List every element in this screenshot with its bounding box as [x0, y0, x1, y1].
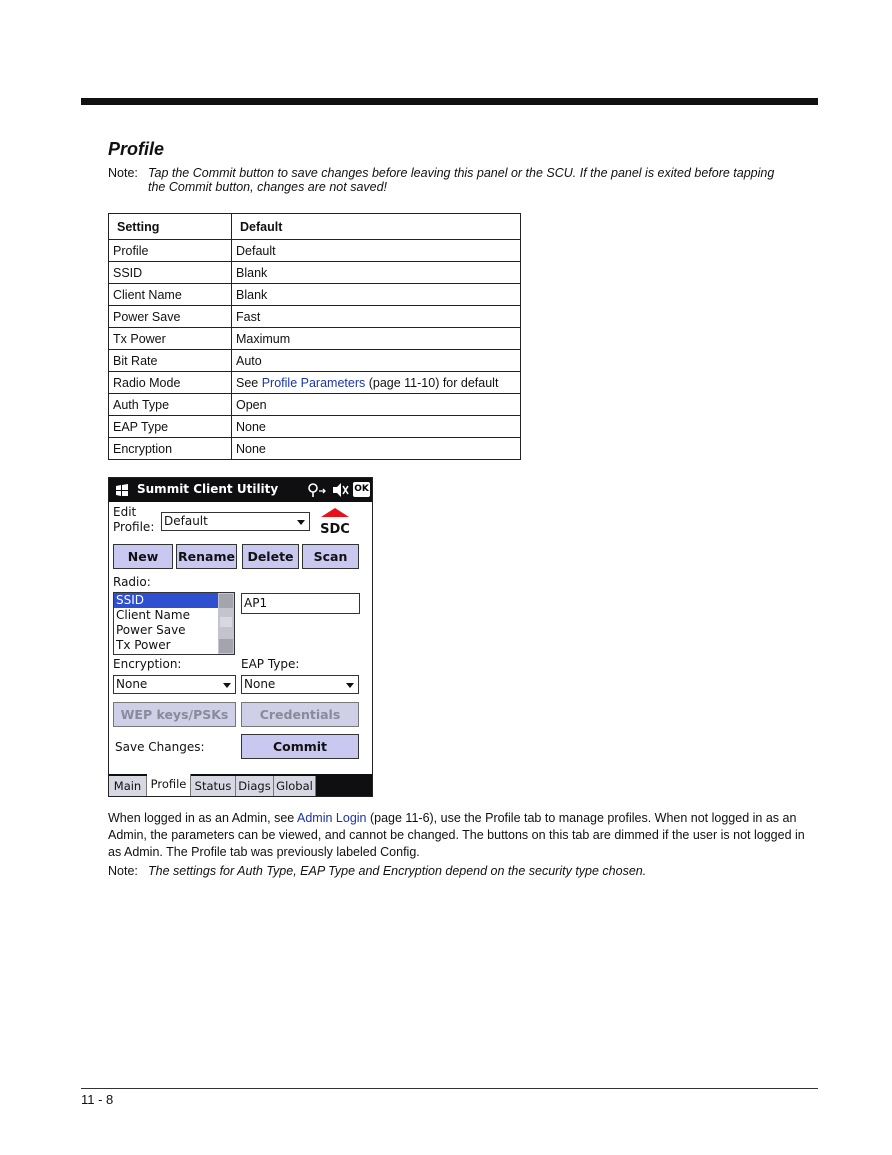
tab-status[interactable]: Status [191, 776, 236, 796]
app-title: Summit Client Utility [137, 482, 279, 496]
table-row [109, 438, 521, 460]
note-label: Note: [108, 166, 138, 180]
list-item-ssid[interactable]: SSID [114, 593, 220, 608]
sdc-logo [315, 504, 355, 536]
list-item-power-save[interactable]: Power Save [116, 623, 186, 637]
note-text: The settings for Auth Type, EAP Type and Encryption depend on the security type chosen. [148, 864, 647, 878]
save-changes-label: Save Changes: [115, 740, 205, 754]
table-row [109, 372, 521, 394]
cell-default: Blank [232, 262, 521, 284]
cell-default: Default [232, 240, 521, 262]
cell-text: (page 11-10) for default [365, 375, 499, 390]
header-setting: Setting [109, 214, 232, 240]
scroll-down-icon[interactable] [219, 639, 233, 653]
cell-setting: Encryption [109, 438, 232, 460]
cell-setting: Bit Rate [109, 350, 232, 372]
rename-button[interactable]: Rename [176, 544, 237, 569]
device-screenshot [108, 477, 373, 797]
sdc-logo-text: SDC [320, 522, 350, 536]
cell-default: Fast [232, 306, 521, 328]
cell-setting: Profile [109, 240, 232, 262]
admin-login-link[interactable]: Admin Login [297, 811, 367, 825]
encryption-dropdown-value: None [116, 677, 148, 691]
cell-setting: EAP Type [109, 416, 232, 438]
profile-dropdown[interactable] [161, 512, 310, 531]
paragraph-text: When logged in as an Admin, see [108, 811, 298, 825]
radio-parameter-list[interactable] [113, 592, 235, 655]
list-item-tx-power[interactable]: Tx Power [116, 638, 171, 652]
table-row [109, 394, 521, 416]
table-header-row [109, 214, 521, 240]
header-default: Default [232, 214, 521, 240]
tab-profile[interactable]: Profile [147, 774, 191, 796]
cell-text: See [236, 375, 262, 390]
cell-setting: Power Save [109, 306, 232, 328]
profile-label: Profile: [113, 520, 155, 534]
cell-setting: Tx Power [109, 328, 232, 350]
cell-setting: SSID [109, 262, 232, 284]
tab-diags[interactable]: Diags [236, 776, 274, 796]
windows-start-icon[interactable] [115, 483, 129, 497]
cell-default: Auto [232, 350, 521, 372]
cell-default [232, 372, 521, 394]
table-row [109, 262, 521, 284]
eap-type-dropdown[interactable] [241, 675, 359, 694]
delete-button[interactable]: Delete [242, 544, 299, 569]
note-line-1: Tap the Commit button to save changes before leaving this panel or the SCU. If the panel is exited before tapping [148, 166, 775, 180]
scroll-up-icon[interactable] [219, 594, 233, 608]
ssid-input[interactable]: AP1 [241, 593, 360, 614]
eap-type-dropdown-value: None [244, 677, 276, 691]
table-row [109, 328, 521, 350]
encryption-label: Encryption: [113, 657, 182, 671]
cell-setting: Radio Mode [109, 372, 232, 394]
tab-bar [109, 774, 372, 796]
cell-setting: Auth Type [109, 394, 232, 416]
note-text [148, 166, 774, 194]
cell-default: None [232, 438, 521, 460]
connectivity-icon[interactable] [307, 482, 327, 498]
commit-button[interactable]: Commit [241, 734, 359, 759]
paragraph-text: (page 11-6), use the Profile tab to manage profiles. When not logged in as an Admin, the parameters can be viewed, and cannot be changed. The buttons on this tab are dimmed if the user is not logged in as Admin. The Profile tab was previously labeled Config. [108, 811, 805, 859]
section-title: Profile [108, 139, 165, 159]
title-bar [109, 478, 372, 502]
table-row [109, 284, 521, 306]
scan-button[interactable]: Scan [302, 544, 359, 569]
ok-button[interactable]: OK [353, 482, 370, 497]
chevron-down-icon [223, 683, 231, 688]
eap-type-label: EAP Type: [241, 657, 300, 671]
top-rule [81, 98, 818, 105]
cell-default: Blank [232, 284, 521, 306]
cell-setting: Client Name [109, 284, 232, 306]
profile-dropdown-value: Default [164, 514, 208, 528]
cell-default: Maximum [232, 328, 521, 350]
profile-parameters-link[interactable]: Profile Parameters [261, 375, 366, 390]
scroll-thumb[interactable] [220, 617, 232, 627]
table-row [109, 240, 521, 262]
credentials-button[interactable]: Credentials [241, 702, 359, 727]
bottom-rule [81, 1088, 818, 1089]
table-row [109, 306, 521, 328]
note-label: Note: [108, 864, 138, 878]
speaker-muted-icon[interactable] [331, 482, 349, 498]
edit-label: Edit [113, 505, 137, 519]
cell-default: Open [232, 394, 521, 416]
encryption-dropdown[interactable] [113, 675, 236, 694]
page-number: 11 - 8 [81, 1092, 114, 1107]
list-scrollbar[interactable] [218, 593, 234, 654]
settings-table [108, 213, 521, 460]
admin-paragraph [108, 810, 816, 861]
table-row [109, 416, 521, 438]
tab-main[interactable]: Main [109, 776, 147, 796]
note-line-2: the Commit button, changes are not saved! [148, 180, 388, 194]
tab-global[interactable]: Global [274, 776, 316, 796]
list-item-client-name[interactable]: Client Name [116, 608, 190, 622]
table-row [109, 350, 521, 372]
wep-keys-button[interactable]: WEP keys/PSKs [113, 702, 236, 727]
cell-default: None [232, 416, 521, 438]
chevron-down-icon [297, 520, 305, 525]
chevron-down-icon [346, 683, 354, 688]
radio-label: Radio: [113, 575, 151, 589]
new-button[interactable]: New [113, 544, 173, 569]
